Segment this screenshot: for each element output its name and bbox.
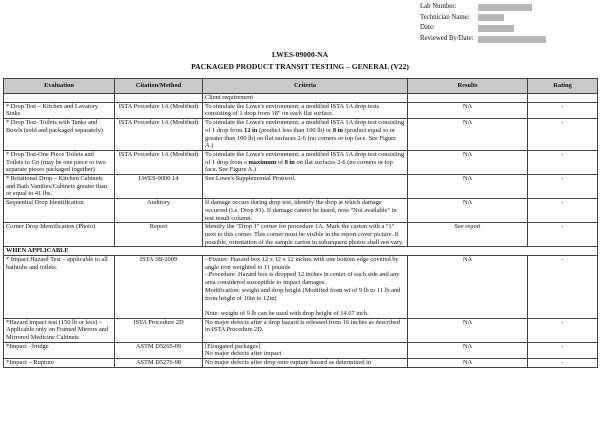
citation-cell: ISTA Procedure 2D (115, 318, 203, 342)
evaluation-cell: * Rotational Drop – Kitchen Cabinets and Bath Vanities/Cabinets greater than or equal to 41 lbs. (4, 175, 115, 199)
rating-cell: - (528, 342, 598, 358)
criteria-cell (203, 102, 408, 118)
redacted-value (478, 14, 504, 21)
rating-cell: - (528, 175, 598, 199)
criteria-line: See Lowe's Supplemental Protocol. (205, 175, 296, 183)
header-field-label: Lab Number: (420, 3, 457, 10)
header-field-label: Date: (420, 24, 435, 32)
criteria-line: - Procedure: Hazard box is dropped 12 inches in center of each side and any area considered susceptible to impact damages. (205, 271, 400, 287)
results-cell: NA (408, 359, 528, 368)
header-field-reviewed-by (420, 34, 598, 45)
results-cell: NA (408, 102, 528, 118)
rating-cell: - (528, 199, 598, 223)
evaluation-cell: * Drop Test- Toilets with Tanks and Bowls (sold and packaged separately) (4, 119, 115, 151)
results-cell: NA (408, 342, 528, 358)
rating-cell: - (528, 359, 598, 368)
evaluation-cell: *Impact - bridge (4, 342, 115, 358)
criteria-cell (203, 94, 408, 103)
column-header-citation: Citation/Method (115, 79, 203, 94)
criteria-line: - Fixture: Hazard box 12 x 12 x 12 inches with one bottom edge covered by angle iron weighted to 11 pounds (205, 256, 399, 271)
rating-cell: - (528, 223, 598, 247)
evaluation-cell: Corner Drop Identification (Photo) (4, 223, 115, 247)
rating-cell: - (528, 150, 598, 174)
document-title: PACKAGED PRODUCT TRANSIT TESTING – GENERAL (V22) (191, 62, 409, 71)
table-row (4, 359, 598, 368)
citation-cell: LWES-9000.14 (115, 175, 203, 199)
header-field-date (420, 23, 598, 34)
rating-cell (528, 94, 598, 103)
criteria-line: To simulate the Lowe's environment; a modified ISTA 1A drop test consisting of 1 drop from 12 in (product less than 100 lb) or 8 in (product equal to or greater than 100 lb) on flat surfaces 2-6 (no corners or top face. See Figure A.) (205, 119, 405, 150)
criteria-line: [Elongated packages] (205, 342, 261, 350)
table-row (4, 342, 598, 358)
criteria-line: No major defects after impact (205, 350, 282, 358)
table-row (4, 119, 598, 151)
header-field-label: Reviewed By/Date: (420, 34, 474, 42)
table-row (4, 150, 598, 174)
header-field-technician-name (420, 13, 598, 24)
citation-cell: Auditory (115, 199, 203, 223)
criteria-cell (203, 342, 408, 358)
redacted-value (478, 4, 532, 11)
column-header-evaluation: Evaluation (4, 79, 115, 94)
header-field-label: Technician Name: (420, 13, 470, 21)
criteria-cell (203, 119, 408, 151)
redacted-value (478, 36, 546, 43)
redacted-value (478, 25, 514, 32)
evaluation-cell: * Drop Test – Kitchen and Lavatory Sinks (4, 102, 115, 118)
criteria-line: No major defects after a drop hazard is released from 16 inches as described in ISTA Procedure 2D. (205, 318, 401, 334)
criteria-line: To simulate the Lowe's environment; a modified ISTA 1A drop test consisting of 1 drop from a maximum of 8 in on flat surfaces 2-6 (no corners or top face. See Figure A.) (205, 150, 405, 174)
column-header-results: Results (408, 79, 528, 94)
citation-cell (115, 94, 203, 103)
criteria-cell (203, 199, 408, 223)
test-table (3, 78, 598, 368)
column-header-criteria: Criteria (203, 79, 408, 94)
evaluation-cell (4, 94, 115, 103)
criteria-cell (203, 150, 408, 174)
criteria-line: Identify the "Drop 1" corner for procedure 1A. Mark the carton with a "1" next to this corner. This corner must be visible in the report cover picture. If possible, orientation of the sample carton in subsequent photos shall not vary. (205, 223, 404, 246)
section-heading: WHEN APPLICABLE (4, 247, 598, 256)
table-row (4, 199, 598, 223)
table-row (4, 175, 598, 199)
table-body (4, 94, 598, 368)
citation-cell: ASTM D5276-98 (115, 359, 203, 368)
criteria-cell (203, 318, 408, 342)
results-cell: NA (408, 150, 528, 174)
evaluation-cell: *Hazard impact test (150 lb or less) – Applicable only on Framed Mirrors and Mirrored Medicine Cabinets (4, 318, 115, 342)
citation-cell: ISTA Procedure 1A (Modified) (115, 102, 203, 118)
criteria-line (205, 302, 405, 310)
table-row (4, 318, 598, 342)
table-row (4, 102, 598, 118)
criteria-cell (203, 223, 408, 247)
criteria-cell (203, 359, 408, 368)
citation-cell: ISTA Procedure 1A (Modified) (115, 150, 203, 174)
rating-cell: - (528, 102, 598, 118)
criteria-line: Modification: weight and drop height (Modified from wt of 9 lb to 11 lb and from height of 16in to 12in) (205, 286, 401, 302)
citation-cell: ISTA 3B-2009 (115, 256, 203, 319)
document-code: LWES-09000-NA (271, 50, 329, 59)
table-header-row (4, 79, 598, 94)
criteria-line: To simulate the Lowe's environment; a modified ISTA 1A drop tests consisting of 1 drop from 18" on each flat surface. (205, 102, 380, 118)
column-header-rating: Rating (528, 79, 598, 94)
table-row (4, 223, 598, 247)
citation-cell: Report (115, 223, 203, 247)
criteria-line: Client requirement (205, 94, 254, 101)
rating-cell: - (528, 119, 598, 151)
results-cell: NA (408, 119, 528, 151)
evaluation-cell: * Impact Hazard Test – applicable to all bathtubs and toilets. (4, 256, 115, 319)
header-field-lab-number (420, 2, 598, 13)
results-cell: NA (408, 199, 528, 223)
citation-cell: ISTA Procedure 1A (Modified) (115, 119, 203, 151)
results-cell: NA (408, 318, 528, 342)
rating-cell: - (528, 318, 598, 342)
lab-info-header (420, 2, 598, 44)
criteria-cell (203, 256, 408, 319)
criteria-cell (203, 175, 408, 199)
results-cell: NA (408, 256, 528, 319)
criteria-line: Note: weight of 9 lb can be used with drop height of 14.67 inch. (205, 309, 369, 317)
evaluation-cell: * Drop Test-One Piece Toilets and Toilets to Go (may be one piece or two separate pieces packaged together) (4, 150, 115, 174)
criteria-line: No major defects after drop onto rupture hazard as determined in (205, 359, 372, 367)
rating-cell: - (528, 256, 598, 319)
citation-cell: ASTM D5265-09 (115, 342, 203, 358)
results-cell: NA (408, 175, 528, 199)
section-row (4, 247, 598, 256)
table-row (4, 94, 598, 103)
evaluation-cell: Sequential Drop Identification (4, 199, 115, 223)
results-cell (408, 94, 528, 103)
results-cell: See report (408, 223, 528, 247)
evaluation-cell: *Impact – Rupture (4, 359, 115, 368)
table-row (4, 256, 598, 319)
criteria-line: If damage occurs during drop test, identify the drop at which damage occurred (i.e. Drop #3). If damage cannot be heard, note "Not available" in test result column. (205, 199, 397, 222)
